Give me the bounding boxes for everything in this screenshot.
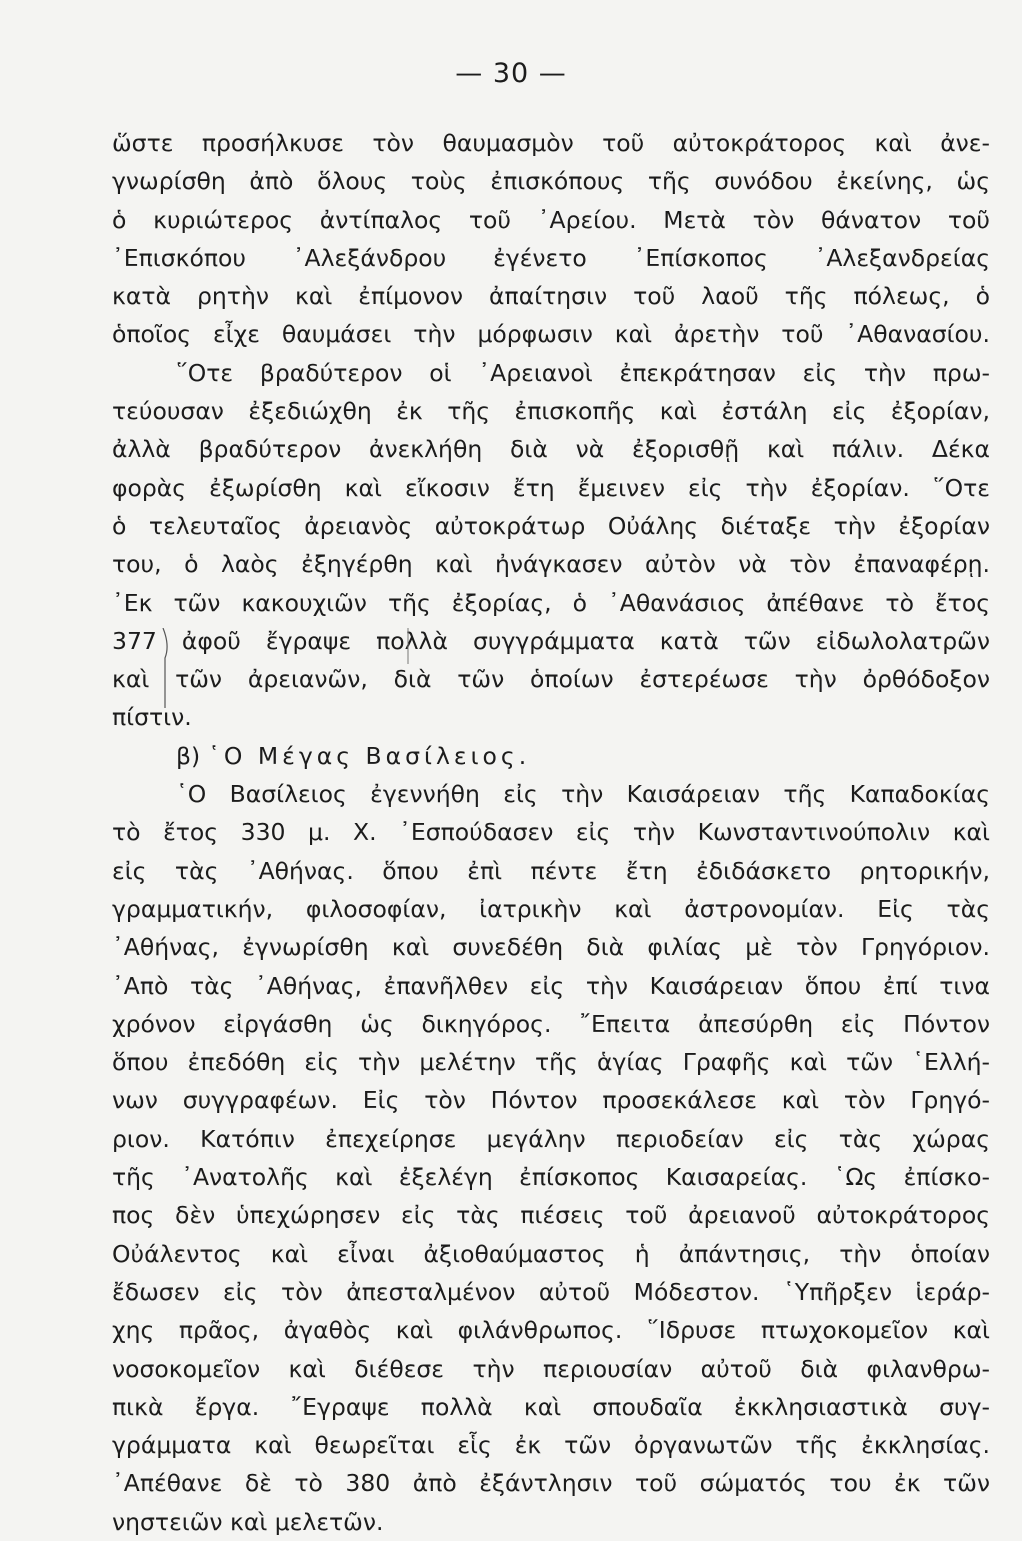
paragraph-athanasius-1	[112, 124, 990, 354]
text-line: 377 ἀφοῦ ἔγραψε πολλὰ συγγράμματα κατὰ τῶν εἰδωλολατρῶν	[112, 626, 990, 655]
text-line: τὸ ἔτος 330 μ. Χ. ᾿Εσπούδασεν εἰς τὴν Κωνσταντινούπολιν καὶ	[112, 818, 990, 847]
text-line: γραμματικήν, φιλοσοφίαν, ἰατρικὴν καὶ ἀστρονομίαν. Εἰς τὰς	[112, 894, 990, 923]
text-line: χρόνον εἰργάσθη ὡς δικηγόρος. ῎Επειτα ἀπεσύρθη εἰς Πόντον	[112, 1009, 990, 1038]
text-line: νηστειῶν καὶ μελετῶν.	[112, 1507, 384, 1536]
text-line: τῆς ᾿Ανατολῆς καὶ ἐξελέγη ἐπίσκοπος Καισαρείας. ῾Ως ἐπίσκο-	[112, 1163, 990, 1192]
text-line: του, ὁ λαὸς ἐξηγέρθη καὶ ἠνάγκασεν αὐτὸν νὰ τὸν ἐπαναφέρῃ.	[112, 550, 990, 579]
text-line: γνωρίσθη ἀπὸ ὅλους τοὺς ἐπισκόπους τῆς συνόδου ἐκείνης, ὡς	[112, 167, 990, 196]
text-line: ριον. Κατόπιν ἐπεχείρησε μεγάλην περιοδείαν εἰς τὰς χώρας	[112, 1124, 990, 1153]
text-line: ὁ κυριώτερος ἀντίπαλος τοῦ ᾿Αρείου. Μετὰ τὸν θάνατον τοῦ	[112, 205, 990, 234]
pencil-mark-end	[404, 628, 412, 664]
text-line: ἀλλὰ βραδύτερον ἀνεκλήθη διὰ νὰ ἐξορισθῇ καὶ πάλιν. Δέκα	[112, 435, 990, 464]
page-number: — 30 —	[455, 58, 567, 89]
text-line: ὁ τελευταῖος ἀρειανὸς αὐτοκράτωρ Οὐάλης διέταξε τὴν ἐξορίαν	[112, 511, 990, 540]
text-line: ᾿Επισκόπου ᾿Αλεξάνδρου ἐγένετο ᾿Επίσκοπος ᾿Αλεξανδρείας	[112, 243, 990, 272]
text-line: χης πρᾶος, ἀγαθὸς καὶ φιλάνθρωπος. ῞Ιδρυσε πτωχοκομεῖον καὶ	[112, 1316, 990, 1345]
text-line: εἰς τὰς ᾿Αθήνας. ὅπου ἐπὶ πέντε ἔτη ἐδιδάσκετο ρητορικήν,	[112, 856, 990, 885]
text-line: Οὐάλεντος καὶ εἶναι ἀξιοθαύμαστος ἡ ἀπάντησις, τὴν ὁποίαν	[112, 1239, 990, 1268]
text-line: ᾿Αθήνας, ἐγνωρίσθη καὶ συνεδέθη διὰ φιλίας μὲ τὸν Γρηγόριον.	[112, 933, 990, 962]
text-line: πίστιν.	[112, 703, 192, 732]
text-line: ῞Οτε βραδύτερον οἱ ᾿Αρειανοὶ ἐπεκράτησαν εἰς τὴν πρω-	[176, 358, 990, 387]
section-title: ῾Ο Μέγας Βασίλειος.	[208, 741, 531, 770]
text-line: ᾿Εκ τῶν κακουχιῶν τῆς ἐξορίας, ὁ ᾿Αθανάσιος ἀπέθανε τὸ ἔτος	[112, 588, 990, 617]
body-text	[112, 124, 990, 1541]
text-line: ὥστε προσήλκυσε τὸν θαυμασμὸν τοῦ αὐτοκράτορος καὶ ἀνε-	[112, 129, 990, 157]
text-line: καὶ τῶν ἀρειανῶν, διὰ τῶν ὁποίων ἐστερέωσε τὴν ὀρθόδοξον	[112, 665, 990, 694]
text-line: ὁποῖος εἶχε θαυμάσει τὴν μόρφωσιν καὶ ἀρετὴν τοῦ ᾿Αθανασίου.	[112, 320, 990, 349]
text-line: ᾿Απὸ τὰς ᾿Αθήνας, ἐπανῆλθεν εἰς τὴν Καισάρειαν ὅπου ἐπί τινα	[112, 971, 990, 1000]
pencil-mark	[161, 628, 171, 708]
paragraph-athanasius-2	[112, 354, 990, 737]
text-line: φορὰς ἐξωρίσθη καὶ εἴκοσιν ἔτη ἔμεινεν εἰς τὴν ἐξορίαν. ῞Οτε	[112, 473, 990, 502]
text-line: ἔδωσεν εἰς τὸν ἀπεσταλμένον αὐτοῦ Μόδεστον. ῾Υπῆρξεν ἱεράρ-	[112, 1277, 990, 1306]
paragraph-basil	[112, 775, 990, 1541]
text-line: κατὰ ρητὴν καὶ ἐπίμονον ἀπαίτησιν τοῦ λαοῦ τῆς πόλεως, ὁ	[112, 282, 990, 311]
text-line: τεύουσαν ἐξεδιώχθη ἐκ τῆς ἐπισκοπῆς καὶ ἐστάλη εἰς ἐξορίαν,	[112, 397, 990, 426]
text-line: νων συγγραφέων. Εἰς τὸν Πόντον προσεκάλεσε καὶ τὸν Γρηγό-	[112, 1086, 990, 1115]
section-number: β)	[176, 741, 201, 770]
text-line: πος δὲν ὑπεχώρησεν εἰς τὰς πιέσεις τοῦ ἀρειανοῦ αὐτοκράτορος	[112, 1201, 990, 1230]
text-line: γράμματα καὶ θεωρεῖται εἷς ἐκ τῶν ὀργανωτῶν τῆς ἐκκλησίας.	[112, 1431, 990, 1460]
text-line: ᾿Απέθανε δὲ τὸ 380 ἀπὸ ἐξάντλησιν τοῦ σώματός του ἐκ τῶν	[112, 1469, 990, 1498]
text-line: ὅπου ἐπεδόθη εἰς τὴν μελέτην τῆς ἁγίας Γραφῆς καὶ τῶν ῾Ελλή-	[112, 1048, 990, 1077]
text-line: πικὰ ἔργα. ῎Εγραψε πολλὰ καὶ σπουδαῖα ἐκκλησιαστικὰ συγ-	[112, 1392, 990, 1421]
text-line: ῾Ο Βασίλειος ἐγεννήθη εἰς τὴν Καισάρειαν τῆς Καπαδοκίας	[176, 780, 990, 809]
text-line: νοσοκομεῖον καὶ διέθεσε τὴν περιουσίαν αὐτοῦ διὰ φιλανθρω-	[112, 1354, 990, 1383]
section-heading	[112, 737, 990, 775]
